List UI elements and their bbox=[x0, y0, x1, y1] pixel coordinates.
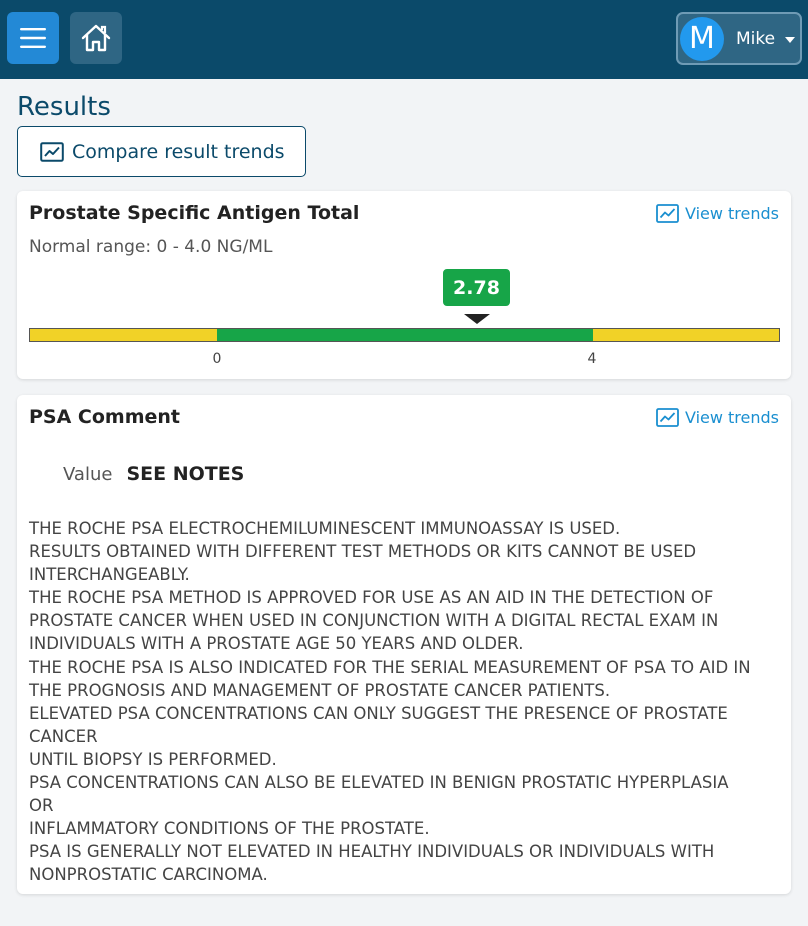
avatar: M bbox=[680, 17, 724, 61]
trend-chart-icon bbox=[656, 204, 679, 223]
comment-line: PSA IS GENERALLY NOT ELEVATED IN HEALTHY INDIVIDUALS OR INDIVIDUALS WITH bbox=[29, 842, 715, 862]
view-trends-label: View trends bbox=[684, 408, 779, 427]
user-menu-button[interactable] bbox=[676, 12, 802, 65]
comment-line: PROSTATE CANCER WHEN USED IN CONJUNCTION WITH A DIGITAL RECTAL EXAM IN bbox=[29, 611, 719, 631]
range-low-label: 0 bbox=[212, 351, 222, 367]
comment-line: THE ROCHE PSA METHOD IS APPROVED FOR USE AS AN AID IN THE DETECTION OF bbox=[29, 588, 714, 608]
comment-line: THE ROCHE PSA ELECTROCHEMILUMINESCENT IMMUNOASSAY IS USED. bbox=[29, 519, 621, 538]
page-title: Results bbox=[17, 92, 111, 122]
result-card-psa-total bbox=[17, 191, 791, 379]
comment-line: OR bbox=[29, 796, 54, 816]
comment-line: ELEVATED PSA CONCENTRATIONS CAN ONLY SUGGEST THE PRESENCE OF PROSTATE bbox=[29, 703, 728, 723]
view-trends-link[interactable] bbox=[656, 408, 779, 427]
top-navbar bbox=[0, 0, 808, 79]
comment-line: THE ROCHE PSA IS ALSO INDICATED FOR THE SERIAL MEASUREMENT OF PSA TO AID IN bbox=[29, 657, 751, 677]
value-pointer-icon bbox=[464, 314, 490, 324]
result-value-badge: 2.78 bbox=[443, 269, 510, 306]
range-segment-high bbox=[593, 329, 779, 341]
comment-text bbox=[29, 517, 781, 887]
home-button[interactable] bbox=[70, 12, 122, 64]
comment-line: CANCER bbox=[29, 726, 98, 746]
result-title: Prostate Specific Antigen Total bbox=[29, 202, 360, 224]
value-label: Value bbox=[63, 464, 113, 485]
comment-line: RESULTS OBTAINED WITH DIFFERENT TEST METHODS OR KITS CANNOT BE USED bbox=[29, 542, 697, 562]
view-trends-link[interactable] bbox=[656, 204, 779, 223]
view-trends-label: View trends bbox=[684, 204, 779, 223]
trend-chart-icon bbox=[656, 408, 679, 427]
comment-line: INFLAMMATORY CONDITIONS OF THE PROSTATE. bbox=[29, 819, 430, 839]
compare-button-label: Compare result trends bbox=[72, 140, 285, 163]
range-high-label: 4 bbox=[587, 351, 597, 367]
comment-line: INTERCHANGEABLY. bbox=[29, 565, 190, 585]
hamburger-menu-icon bbox=[19, 26, 47, 50]
comment-line: INDIVIDUALS WITH A PROSTATE AGE 50 YEARS AND OLDER. bbox=[29, 634, 524, 654]
normal-range-text: Normal range: 0 - 4.0 NG/ML bbox=[29, 237, 273, 257]
chevron-down-icon bbox=[785, 37, 795, 43]
comment-line: UNTIL BIOPSY IS PERFORMED. bbox=[29, 749, 277, 769]
result-title: PSA Comment bbox=[29, 406, 181, 428]
comment-line: PSA CONCENTRATIONS CAN ALSO BE ELEVATED IN BENIGN PROSTATIC HYPERPLASIA bbox=[29, 773, 729, 793]
range-bar bbox=[29, 328, 780, 342]
comment-line: NONPROSTATIC CARCINOMA. bbox=[29, 865, 268, 885]
range-segment-normal bbox=[217, 329, 593, 341]
compare-result-trends-button[interactable] bbox=[17, 126, 306, 177]
user-name: Mike bbox=[736, 28, 776, 49]
trend-chart-icon bbox=[40, 142, 64, 162]
result-value: SEE NOTES bbox=[126, 463, 245, 485]
menu-button[interactable] bbox=[7, 12, 59, 64]
home-icon bbox=[80, 23, 112, 53]
range-segment-low bbox=[30, 329, 217, 341]
value-row bbox=[63, 463, 244, 485]
comment-line: THE PROGNOSIS AND MANAGEMENT OF PROSTATE CANCER PATIENTS. bbox=[29, 680, 611, 700]
result-card-psa-comment bbox=[17, 395, 791, 894]
